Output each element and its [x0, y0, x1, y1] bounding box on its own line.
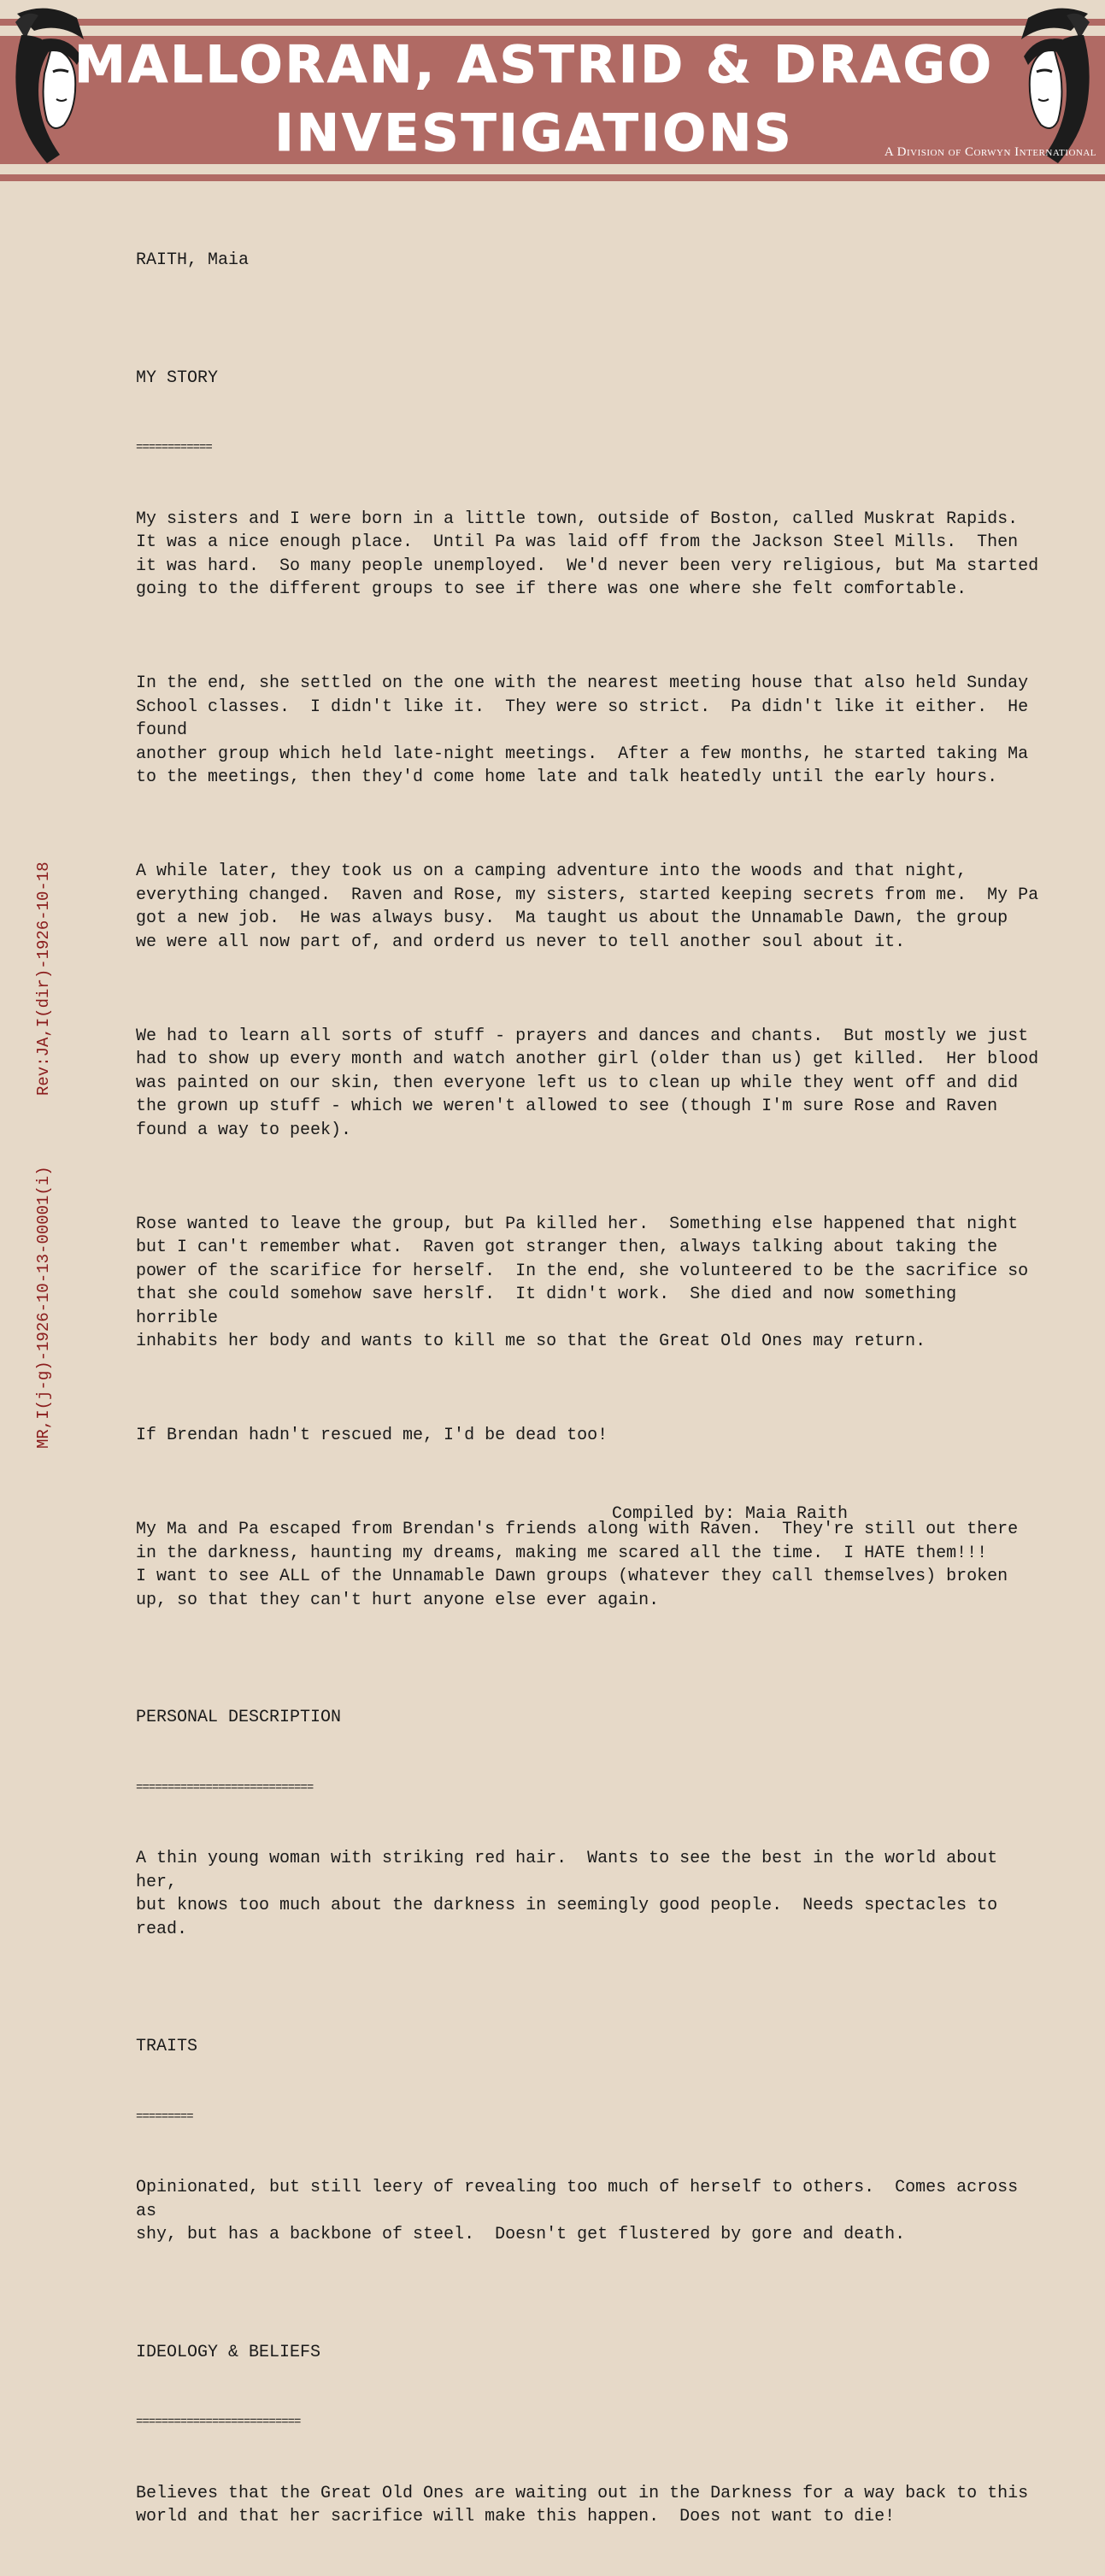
description-rule: ============================ [136, 1780, 314, 1795]
story-heading: MY STORY [136, 368, 219, 388]
ideology-rule: ========================== [136, 2415, 301, 2429]
header-stripe-top [0, 19, 1105, 26]
division-subtitle: A Division of Corwyn International [884, 145, 1096, 159]
subject-name: RAITH, Maia [136, 250, 250, 270]
story-paragraph: We had to learn all sorts of stuff - prayers and dances and chants. But mostly we just had to show up every month and watch another girl (older than us) get killed. Her blood was painted on our skin, then everyone left us to clean up while they went off and did the grown up stuff - which we weren't allowed to see (though I'm sure Rose and Raven found a way to peek). [136, 1026, 1039, 1140]
story-paragraph: My sisters and I were born in a little town, outside of Boston, called Muskrat Rapids. It was a nice enough place. Until Pa was laid off from the Jackson Steel Mills. Then it was hard. So many people unemployed. We'd never been very religious, but Ma started going to the different groups to see if there was one where she felt comfortable. [136, 509, 1039, 599]
story-paragraph: A while later, they took us on a camping adventure into the woods and that night, everything changed. Raven and Rose, my sisters, started keeping secrets from me. My Pa got a new job. He was always busy. Ma taught us about the Unnamable Dawn, the group we were all now part of, and orderd us never to tell another soul about it. [136, 862, 1039, 952]
header-stripe-bottom [0, 174, 1105, 181]
traits-rule: ========= [136, 2109, 193, 2124]
traits-text: Opinionated, but still leery of revealing too much of herself to others. Comes across as shy, but has a backbone of steel. Doesn't get flustered by gore and death. [136, 2178, 1019, 2244]
story-paragraph: In the end, she settled on the one with the nearest meeting house that also held Sunday School classes. I didn't like it. They were so strict. Pa didn't like it either. He found another group which held late-night meetings. After a few months, he started taking Ma to the meetings, then they'd come home late and talk heatedly until the early hours. [136, 673, 1029, 787]
story-paragraph: My Ma and Pa escaped from Brendan's friends along with Raven. They're still out there in the darkness, haunting my dreams, making me scared all the time. I HATE them!!! I want to see ALL of the Unnamable Dawn groups (whatever they call themselves) broken up, so that they can't hurt anyone else ever again. [136, 1520, 1019, 1610]
description-heading: PERSONAL DESCRIPTION [136, 1708, 342, 1727]
story-paragraph: If Brendan hadn't rescued me, I'd be dead too! [136, 1426, 608, 1445]
ideology-text: Believes that the Great Old Ones are waiting out in the Darkness for a way back to this world and that her sacrifice will make this happen. Does not want to die! [136, 2483, 1029, 2526]
document-body [136, 202, 1042, 2576]
traits-heading: TRAITS [136, 2037, 198, 2056]
ideology-heading: IDEOLOGY & BELIEFS [136, 2342, 321, 2362]
description-text: A thin young woman with striking red hair. Wants to see the best in the world about her, but knows too much about the darkness in seemingly good people. Needs spectacles to read. [136, 1849, 998, 1939]
story-rule: ============ [136, 441, 212, 455]
header-title-line2: INVESTIGATIONS [274, 103, 794, 163]
revision-code: Rev:JA,I(dir)-1926-10-18 [34, 862, 53, 1096]
compiled-by: Compiled by: Maia Raith [612, 1504, 849, 1524]
story-paragraph: Rose wanted to leave the group, but Pa killed her. Something else happened that night but I can't remember what. Raven got stranger then, always talking about taking the power of the scarifice for herself. In the end, she volunteered to be the sacrifice so that she could somehow save herslf. It didn't work. She died and now something horrible inhabits her body and wants to kill me so that the Great Old Ones may return. [136, 1214, 1029, 1351]
header-title-line1: MALLORAN, ASTRID & DRAGO [74, 35, 994, 95]
file-reference-code: MR,I(j-g)-1926-10-13-00001(i) [34, 1166, 53, 1449]
